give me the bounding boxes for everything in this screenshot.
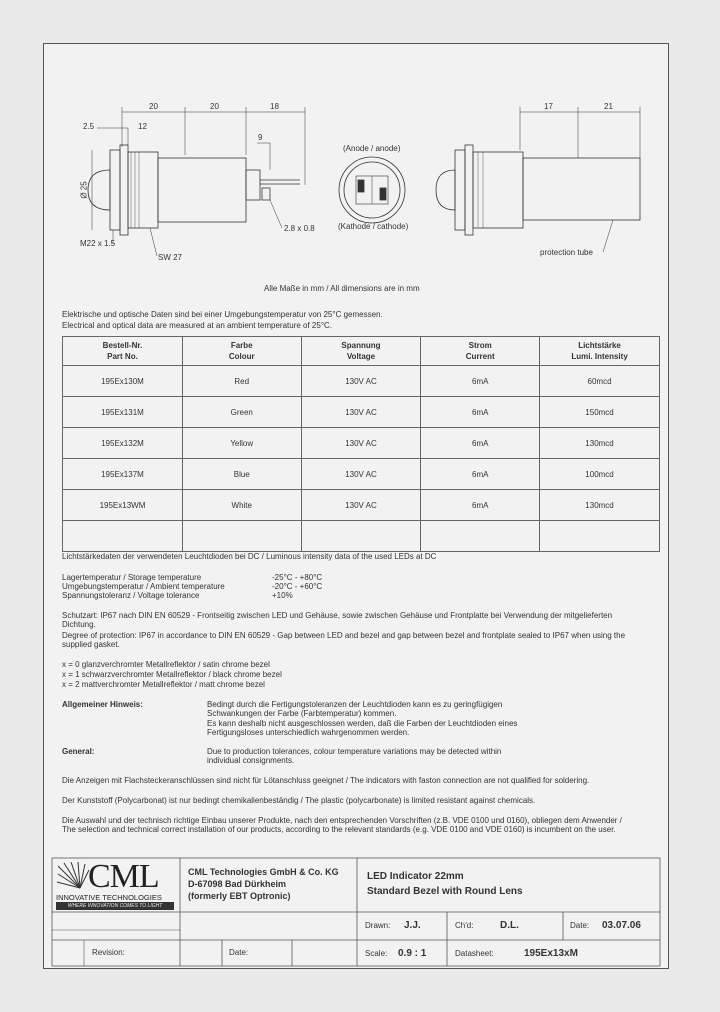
company-name: CML Technologies GmbH & Co. KG xyxy=(188,867,339,877)
company-former: (formerly EBT Optronic) xyxy=(188,891,291,901)
dim-2-5: 2.5 xyxy=(83,122,95,131)
general-de-line: Bedingt durch die Fertigungstoleranzen der Leuchtdioden kann es zu geringfügigen xyxy=(207,700,503,709)
cell-part: 195Ex137M xyxy=(63,459,183,490)
dim-diameter: Ø 25 xyxy=(79,181,89,199)
cell-colour: Green xyxy=(182,397,301,428)
dim-12: 12 xyxy=(138,122,147,131)
storage-temp-value: -25°C - +80°C xyxy=(272,573,323,582)
ip-de-line1: Schutzart: IP67 nach DIN EN 60529 - Frontseitig zwischen LED und Gehäuse, sowie zwischen Gehäuse und Frontplatte bei Verwendung der mitgelieferten xyxy=(62,611,613,620)
anode-label: (Anode / anode) xyxy=(343,144,401,153)
protection-tube-label: protection tube xyxy=(540,248,593,257)
logo-tagline: WHERE INNOVATION COMES TO LIGHT xyxy=(56,902,174,910)
dim-20b: 20 xyxy=(210,102,219,111)
cell-part: 195Ex130M xyxy=(63,366,183,397)
cell-intensity: 130mcd xyxy=(540,428,660,459)
cell-colour: White xyxy=(182,490,301,521)
datasheet-value: 195Ex13xM xyxy=(524,948,578,959)
cell-intensity: 130mcd xyxy=(540,490,660,521)
general-de-line: Schwankungen der Farbe (Farbtemperatur) kommen. xyxy=(207,709,397,718)
date-value: 03.07.06 xyxy=(602,920,641,931)
checked-label: Ch'd: xyxy=(455,921,474,930)
dim-9: 9 xyxy=(258,133,263,142)
company-address: D-67098 Bad Dürkheim xyxy=(188,879,287,889)
company-logo xyxy=(54,860,178,910)
general-de-line: Fertigungsloses unterschiedlich wahrgenommen werden. xyxy=(207,728,410,737)
install-note-en: The selection and technical correct installation of our products, according to the relevant standards (e.g. VDE 0100 and VDE 0160) is incumbent on the user. xyxy=(62,825,616,834)
bezel-option-1: x = 1 schwarzverchromter Metallreflektor / black chrome bezel xyxy=(62,670,282,679)
dim-20a: 20 xyxy=(149,102,158,111)
intro-de: Elektrische und optische Daten sind bei einer Umgebungstemperatur von 25°C gemessen. xyxy=(62,310,383,319)
cell-voltage: 130V AC xyxy=(301,366,421,397)
cell-intensity: 100mcd xyxy=(540,459,660,490)
cell-current: 6mA xyxy=(421,459,540,490)
cell-colour: Blue xyxy=(182,459,301,490)
lumi-note: Lichtstärkedaten der verwendeten Leuchtdioden bei DC / Luminous intensity data of the used LEDs at DC xyxy=(62,552,437,561)
cell-intensity: 60mcd xyxy=(540,366,660,397)
general-de-line: Es kann deshalb nicht ausgeschlossen werden, daß die Farben der Leuchtdioden eines xyxy=(207,719,518,728)
cell-current: 6mA xyxy=(421,428,540,459)
install-note-de: Die Auswahl und der technisch richtige Einbau unserer Produkte, nach den entsprechenden Vorschriften (z.B. VDE 0100 und 0160), obliegen dem Anwender / xyxy=(62,816,622,825)
scale-value: 0.9 : 1 xyxy=(398,948,427,959)
cell-part: 195Ex13WM xyxy=(63,490,183,521)
general-en-line: Due to production tolerances, colour temperature variations may be detected within xyxy=(207,747,502,756)
cell-part: 195Ex131M xyxy=(63,397,183,428)
cell-voltage: 130V AC xyxy=(301,397,421,428)
voltage-tol-value: +10% xyxy=(272,591,293,600)
product-subtitle: Standard Bezel with Round Lens xyxy=(367,886,523,897)
cell-voltage: 130V AC xyxy=(301,428,421,459)
datasheet-label: Datasheet: xyxy=(455,949,494,958)
bezel-option-0: x = 0 glanzverchromter Metallreflektor / satin chrome bezel xyxy=(62,660,270,669)
cathode-label: (Kathode / cathode) xyxy=(338,222,409,231)
revision-label: Revision: xyxy=(92,948,125,957)
cell-current: 6mA xyxy=(421,366,540,397)
cell-current: 6mA xyxy=(421,397,540,428)
faston-note: Die Anzeigen mit Flachsteckeranschlüssen sind nicht für Lötanschluss geeignet / The indicators with faston connection are not qualified for soldering. xyxy=(62,776,590,785)
units-note: Alle Maße in mm / All dimensions are in mm xyxy=(264,284,420,293)
header-current: Strom Current xyxy=(421,337,540,366)
general-en-title: General: xyxy=(62,747,95,756)
dim-21: 21 xyxy=(604,102,613,111)
cell-voltage: 130V AC xyxy=(301,459,421,490)
cell-current: 6mA xyxy=(421,490,540,521)
drawn-value: J.J. xyxy=(404,920,421,931)
general-en-line: individual consignments. xyxy=(207,756,295,765)
ip-en-line1: Degree of protection: IP67 in accordance to DIN EN 60529 - Gap between LED and bezel and gap between bezel and frontplate sealed to IP67 when using the xyxy=(62,631,626,640)
voltage-tol-label: Spannungstoleranz / Voltage tolerance xyxy=(62,591,200,600)
pin-size-label: 2.8 x 0.8 xyxy=(284,224,315,233)
cell-colour: Yellow xyxy=(182,428,301,459)
intro-en: Electrical and optical data are measured at an ambient temperature of 25°C. xyxy=(62,321,333,330)
ip-en-line2: supplied gasket. xyxy=(62,640,120,649)
revision-date-label: Date: xyxy=(229,948,249,957)
scale-label: Scale: xyxy=(365,949,388,958)
dim-18: 18 xyxy=(270,102,279,111)
logo-subtitle: INNOVATIVE TECHNOLOGIES xyxy=(56,893,162,902)
header-part-no: Bestell-Nr. Part No. xyxy=(63,337,183,366)
cell-colour: Red xyxy=(182,366,301,397)
header-colour: Farbe Colour xyxy=(182,337,301,366)
logo-text: CML xyxy=(88,858,159,895)
ip-de-line2: Dichtung. xyxy=(62,620,96,629)
drawn-label: Drawn: xyxy=(365,921,391,930)
ambient-temp-label: Umgebungstemperatur / Ambient temperature xyxy=(62,582,225,591)
date-label: Date: xyxy=(570,921,590,930)
header-intensity: Lichtstärke Lumi. Intensity xyxy=(540,337,660,366)
cell-part: 195Ex132M xyxy=(63,428,183,459)
header-voltage: Spannung Voltage xyxy=(301,337,421,366)
thread-label: M22 x 1.5 xyxy=(80,239,116,248)
sw-label: SW 27 xyxy=(158,253,183,262)
storage-temp-label: Lagertemperatur / Storage temperature xyxy=(62,573,202,582)
ambient-temp-value: -20°C - +60°C xyxy=(272,582,323,591)
plastic-note: Der Kunststoff (Polycarbonat) ist nur bedingt chemikalienbeständig / The plastic (polycarbonate) is limited resistant against chemicals. xyxy=(62,796,536,805)
product-title: LED Indicator 22mm xyxy=(367,871,464,882)
bezel-option-2: x = 2 mattverchromter Metallreflektor / matt chrome bezel xyxy=(62,680,265,689)
dim-17: 17 xyxy=(544,102,553,111)
cell-voltage: 130V AC xyxy=(301,490,421,521)
general-de-title: Allgemeiner Hinweis: xyxy=(62,700,143,709)
sunburst-logo-icon xyxy=(56,862,90,890)
cell-intensity: 150mcd xyxy=(540,397,660,428)
checked-value: D.L. xyxy=(500,920,519,931)
